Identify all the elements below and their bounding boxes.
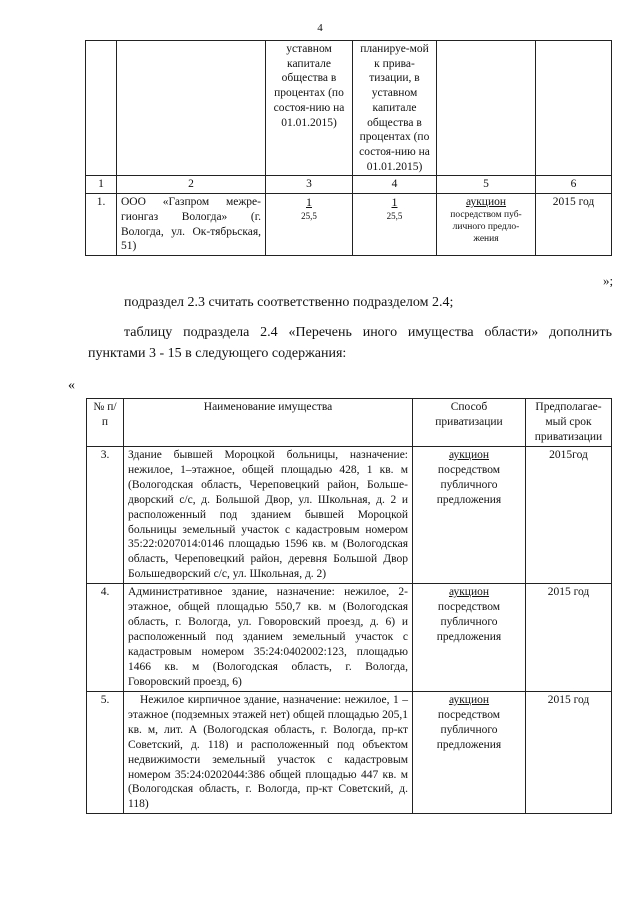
share-current	[266, 194, 353, 256]
privatization-method	[413, 691, 526, 814]
header-col3: уставном капитале общества в процентах (по состоя-нию на 01.01.2015)	[266, 41, 353, 176]
header-col4: планируе-мой к прива-тизации, в уставном капитале общества в процентах (по состоя-нию на 01.01.2015)	[353, 41, 437, 176]
privatization-term: 2015 год	[526, 584, 612, 692]
privatization-term: 2015 год	[526, 691, 612, 814]
paragraph-subsection: подраздел 2.3 считать соответственно подразделом 2.4;	[124, 295, 454, 310]
row-number: 3.	[87, 446, 124, 583]
method-rest: посредством пуб-личного предло-жения	[450, 209, 522, 244]
col-number: 2	[117, 176, 266, 194]
header-term: Предполагае-мый срок приватизации	[526, 399, 612, 447]
privatization-term: 2015 год	[536, 194, 612, 256]
table-row	[86, 194, 612, 256]
method-main: аукцион	[448, 448, 490, 461]
closing-quote: »;	[603, 273, 614, 288]
table-row	[87, 584, 612, 692]
table-cell	[117, 41, 266, 176]
col-number: 3	[266, 176, 353, 194]
share-current-top: 1	[306, 195, 312, 210]
property-name: Административное здание, назначение: нежилое, 2-этажное, общей площадью 550,7 кв. м (Вологодская область, г. Вологда, ул. Говоровский проезд, д. 6) и расположенный под зданием земельный участок с кадастровым номером 35:24:0402002:123, площадью 1466 кв. м (Вологодская область, г. Вологда, Говоровский проезд, 6)	[124, 584, 413, 692]
method-main: аукцион	[448, 586, 490, 599]
col-number: 4	[353, 176, 437, 194]
table-cell	[437, 41, 536, 176]
col-number: 1	[86, 176, 117, 194]
share-planned	[353, 194, 437, 256]
property-name: Нежилое кирпичное здание, назначение: нежилое, 1 – этажное (подземных этажей нет) общей площадью 205,1 кв. м, лит. А (Вологодская область, г. Вологда, пр-кт Советский, д. 118) и расположенный под объектом недвижимости земельный участок с кадастровым номером 35:24:0202044:386 общей площадью 447 кв. м (Вологодская область, г. Вологда, пр-кт Советский, д. 118)	[124, 691, 413, 814]
table-cell	[86, 41, 117, 176]
method-rest: посредством публичного предложения	[436, 601, 502, 644]
table-row	[87, 446, 612, 583]
share-planned-top: 1	[391, 195, 398, 210]
col-number: 5	[437, 176, 536, 194]
page-number: 4	[317, 22, 323, 34]
table-other-property	[86, 398, 612, 814]
privatization-term: 2015год	[526, 446, 612, 583]
method-rest: посредством публичного предложения	[436, 708, 502, 751]
method-main: аукцион	[448, 693, 490, 706]
method-main: аукцион	[465, 196, 507, 209]
col-number: 6	[536, 176, 612, 194]
table-company-shares	[85, 40, 612, 256]
privatization-method	[413, 446, 526, 583]
header-method: Способ приватизации	[413, 399, 526, 447]
opening-quote: «	[68, 378, 75, 393]
header-name: Наименование имущества	[124, 399, 413, 447]
table-header-row	[87, 399, 612, 447]
row-number: 1.	[86, 194, 117, 256]
table-header-continuation	[86, 41, 612, 176]
company-name: ООО «Газпром межре-гионгаз Вологда» (г. Вологда, ул. Ок-тябрьская, 51)	[117, 194, 266, 256]
paragraph-table-addition: таблицу подраздела 2.4 «Перечень иного имущества области» дополнить пунктами 3 - 15 в следующего содержания:	[88, 325, 612, 361]
row-number: 4.	[87, 584, 124, 692]
column-number-row	[86, 176, 612, 194]
privatization-method	[413, 584, 526, 692]
table-cell	[536, 41, 612, 176]
method-rest: посредством публичного предложения	[436, 463, 502, 506]
table-row	[87, 691, 612, 814]
privatization-method	[437, 194, 536, 256]
share-planned-bottom: 25,5	[386, 210, 403, 221]
header-num: № п/п	[87, 399, 124, 447]
share-current-bottom: 25,5	[301, 210, 317, 221]
property-name: Здание бывшей Мороцкой больницы, назначение: нежилое, 1–этажное, общей площадью 428, 1 кв. м (Вологодская область, Череповецкий район, Большедворский с/с, д. Большой Двор, ул. Школьная, д. 2 и расположенный под зданием бывшей Мороцкой больницы земельный участок с кадастровым номером 35:22:0207014:0146 площадью 1596 кв. м (Вологодская область, Череповецкий район, деревня Большой Двор Большедворский с/с, ул. Школьная, д. 2)	[124, 446, 413, 583]
row-number: 5.	[87, 691, 124, 814]
